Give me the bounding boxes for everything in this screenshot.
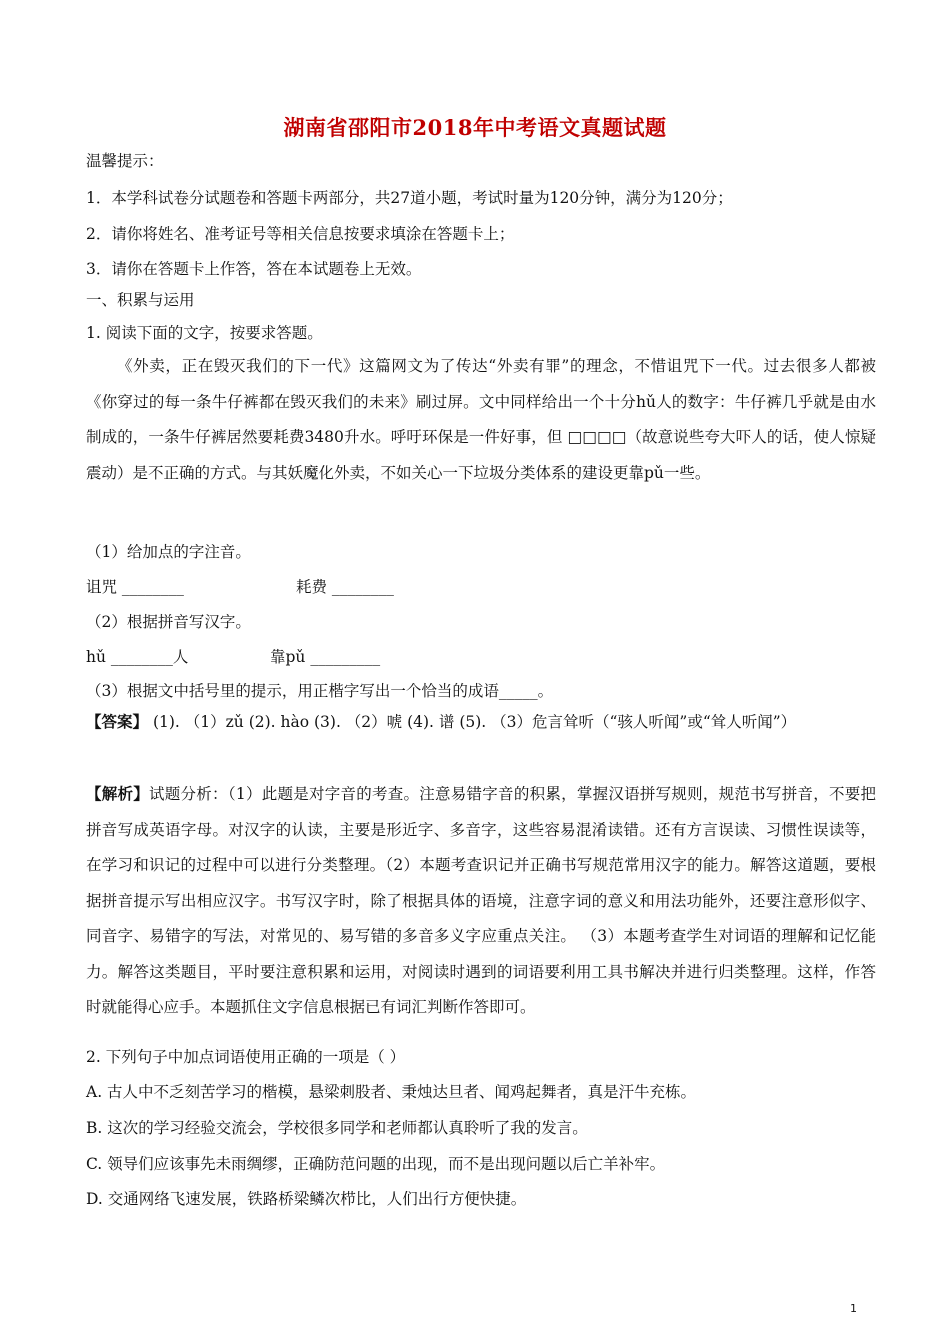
tip-item-3: 3．请你在答题卡上作答，答在本试题卷上无效。 — [86, 260, 422, 278]
sub-question-2-blank-b: 靠pǔ _________ — [270, 648, 381, 666]
answer-block — [86, 704, 876, 776]
sub-question-1-blank-b: 耗费 ________ — [296, 578, 394, 596]
page-title: 湖南省邵阳市2018年中考语文真题试题 — [283, 115, 667, 140]
question-2-stem: 2. 下列句子中加点词语使用正确的一项是（ ） — [86, 1048, 406, 1066]
sub-question-3: （3）根据文中括号里的提示，用正楷字写出一个恰当的成语_____。 — [86, 682, 554, 700]
tip-item-2: 2．请你将姓名、准考证号等相关信息按要求填涂在答题卡上； — [86, 225, 515, 243]
tips-heading: 温馨提示： — [86, 152, 164, 170]
analysis-text: 试题分析：（1）此题是对字音的考查。注意易错字音的积累，掌握汉语拼写规则，规范书写拼音，不要把拼音写成英语字母。对汉字的认读，主要是形近字、多音字，这些容易混淆读错。还有方言误读、习惯性误读等，在学习和识记的过程中可以进行分类整理。（2）本题考查识记并正确书写规范常用汉字的能力。解答这道题，要根据拼音提示写出相应汉字。书写汉字时，除了根据具体的语境，注意字词的意义和用法功能外，还要注意形似字、同音字、易错字的写法，对常见的、易写错的多音多义字应重点关注。 （3）本题考查学生对词语的理解和记忆能力。解答这类题目，平时要注意积累和运用，对阅读时遇到的词语要利用工具书解决并进行归类整理。这样，作答时就能得心应手。本题抓住文字信息根据已有词汇判断作答即可。 — [86, 785, 876, 1016]
sub-question-1-blank-a: 诅咒 ________ — [86, 578, 184, 596]
sub-question-2-blank-a: hǔ ________人 — [86, 648, 189, 666]
answer-label: 【答案】 — [86, 712, 149, 731]
page-number: 1 — [850, 1302, 857, 1315]
question-2-option-c: C. 领导们应该事先未雨绸缪，正确防范问题的出现，而不是出现问题以后亡羊补牢。 — [86, 1155, 666, 1173]
tip-item-1: 1．本学科试卷分试题卷和答题卡两部分，共27道小题，考试时量为120分钟，满分为120分； — [86, 189, 733, 207]
question-2-option-a: A. 古人中不乏刻苦学习的楷模，悬梁刺股者、秉烛达旦者、闻鸡起舞者，真是汗牛充栋。 — [86, 1083, 697, 1101]
sub-question-1: （1）给加点的字注音。 — [86, 543, 251, 561]
sub-question-2: （2）根据拼音写汉字。 — [86, 613, 251, 631]
question-1-passage: 《外卖，正在毁灭我们的下一代》这篇网文为了传达“外卖有罪”的理念，不惜诅咒下一代。过去很多人都被《你穿过的每一条牛仔裤都在毁灭我们的未来》刷过屏。文中同样给出一个十分hǔ人的数字：牛仔裤几乎就是由水制成的，一条牛仔裤居然要耗费3480升水。呼吁环保是一件好事，但 □□□□（故意说些夸大吓人的话，使人惊疑震动）是不正确的方式。与其妖魔化外卖，不如关心一下垃圾分类体系的建设更靠pǔ一些。 — [86, 357, 876, 482]
question-2-option-d: D. 交通网络飞速发展，铁路桥梁鳞次栉比，人们出行方便快捷。 — [86, 1190, 527, 1208]
section-heading: 一、积累与运用 — [86, 291, 195, 309]
analysis-label: 【解析】 — [86, 784, 150, 803]
analysis-block — [86, 776, 876, 1036]
answer-text: (1). （1）zǔ (2). hào (3). （2）唬 (4). 谱 (5). （3）危言耸听（“骇人听闻”或“耸人听闻”） — [148, 713, 797, 731]
question-1-stem: 1. 阅读下面的文字，按要求答题。 — [86, 324, 323, 342]
question-2-option-b: B. 这次的学习经验交流会，学校很多同学和老师都认真聆听了我的发言。 — [86, 1119, 588, 1137]
